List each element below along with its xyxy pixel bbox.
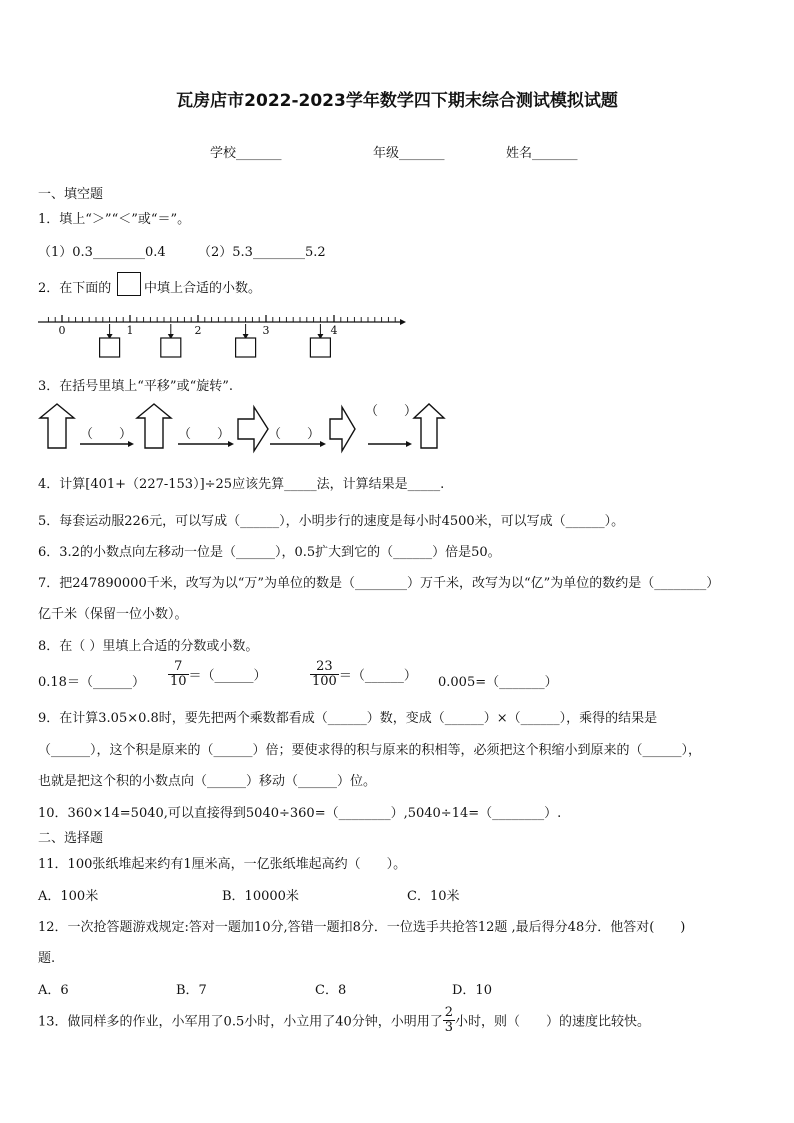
question-7-line-1: 7．把247890000千米，改写为以“万”为单位的数是（________）万千米，改写为以“亿”为单位的数约是（________）	[38, 576, 720, 591]
question-8-item-3: $\frac{23}{100}$ ＝（______）	[312, 659, 417, 689]
fraction-two-thirds: $\frac{2}{3}$	[444, 1005, 454, 1035]
fraction-23-hundredths: $\frac{23}{100}$	[312, 659, 337, 689]
question-12-option-c: C．8	[315, 983, 347, 998]
up-arrow-shape-2	[137, 404, 171, 448]
question-12-line-2: 题.	[38, 951, 56, 966]
question-1-part-a: （1）0.3________0.4	[38, 245, 166, 260]
question-2-stem-end: 中填上合适的小数。	[144, 281, 262, 296]
tick-label-4: 4	[330, 324, 338, 337]
question-1-stem: 1．填上“＞”“＜”或“＝”。	[38, 212, 191, 227]
question-5: 5．每套运动服226元，可以写成（______），小明步行的速度是每小时4500米，可以写成（______）。	[38, 514, 625, 529]
fraction-seven-tenths: $\frac{7}{10}$	[170, 659, 187, 689]
question-11-option-c: C．10米	[407, 889, 460, 904]
question-11-option-b: B．10000米	[222, 889, 299, 904]
up-arrow-shape-1	[40, 404, 74, 448]
answer-box-sample	[117, 272, 141, 296]
transform-blank-2: （ ）	[178, 427, 231, 442]
answer-box-2	[161, 338, 181, 357]
question-12-line-1: 12．一次抢答题游戏规定:答对一题加10分,答错一题扣8分．一位选手共抢答12题 ,最后得分48分．他答对( )	[38, 920, 686, 935]
question-12-option-b: B．7	[176, 983, 207, 998]
question-6: 6．3.2的小数点向左移动一位是（______），0.5扩大到它的（______）倍是50。	[38, 545, 501, 560]
answer-box-3	[236, 338, 256, 357]
name-field: 姓名_______	[506, 146, 578, 161]
question-9-line-3: 也就是把这个积的小数点向（______）移动（______）位。	[38, 774, 377, 789]
question-1-part-b: （2）5.3________5.2	[198, 245, 326, 260]
grade-field: 年级_______	[373, 146, 445, 161]
question-13: 13．做同样多的作业，小军用了0.5小时，小立用了40分钟，小明用了 $\frac{2}{3}$ 小时，则（ ）的速度比较快。	[38, 1005, 651, 1035]
right-arrow-shape-2	[330, 407, 355, 451]
transform-arrow-4	[368, 441, 412, 447]
up-arrow-shape-3	[414, 404, 444, 448]
number-line	[38, 315, 406, 357]
question-10: 10．360×14=5040,可以直接得到5040÷360=（________）,5040÷14=（________）.	[38, 806, 562, 821]
right-arrow-shape-1	[238, 407, 268, 451]
question-7-line-2: 亿千米（保留一位小数）。	[38, 607, 188, 622]
section-heading-fill-in: 一、填空题	[38, 187, 104, 202]
question-4: 4．计算[401+（227-153）]÷25应该先算_____法，计算结果是_____.	[38, 477, 445, 492]
answer-box-1	[100, 338, 120, 357]
number-line-figure	[0, 300, 794, 370]
question-3-stem: 3．在括号里填上“平移”或“旋转”.	[38, 379, 233, 394]
transform-blank-4: （ ）	[365, 404, 418, 419]
question-12-option-a: A．6	[38, 983, 69, 998]
transform-blank-3: （ ）	[268, 427, 321, 442]
question-11-option-a: A．100米	[38, 889, 99, 904]
question-8-item-4: 0.005=（_______）	[438, 675, 558, 690]
number-line-arrowhead	[400, 319, 406, 325]
question-8-item-1: 0.18＝（______）	[38, 675, 145, 690]
question-11-stem: 11．100张纸堆起来约有1厘米高，一亿张纸堆起高约（ ）。	[38, 857, 407, 872]
tick-label-3: 3	[262, 324, 270, 337]
question-9-line-1: 9．在计算3.05×0.8时，要先把两个乘数都看成（______）数，变成（______）×（______），乘得的结果是	[38, 711, 658, 726]
page-title: 瓦房店市2022-2023学年数学四下期末综合测试模拟试题	[176, 91, 618, 111]
question-2-stem-start: 2．在下面的	[38, 281, 112, 296]
school-field: 学校_______	[210, 146, 282, 161]
question-12-option-d: D．10	[452, 983, 492, 998]
tick-label-1: 1	[126, 324, 134, 337]
question-8-item-2: $\frac{7}{10}$ ＝（______）	[170, 659, 267, 689]
tick-label-2: 2	[194, 324, 202, 337]
transform-blank-1: （ ）	[80, 427, 133, 442]
question-9-line-2: （______），这个积是原来的（______）倍；要使求得的积与原来的积相等，必须把这个积缩小到原来的（______），	[38, 743, 702, 758]
question-8-stem: 8．在（ ）里填上合适的分数或小数。	[38, 639, 259, 654]
answer-box-4	[310, 338, 330, 357]
section-heading-choice: 二、选择题	[38, 831, 104, 846]
tick-label-0: 0	[58, 324, 66, 337]
